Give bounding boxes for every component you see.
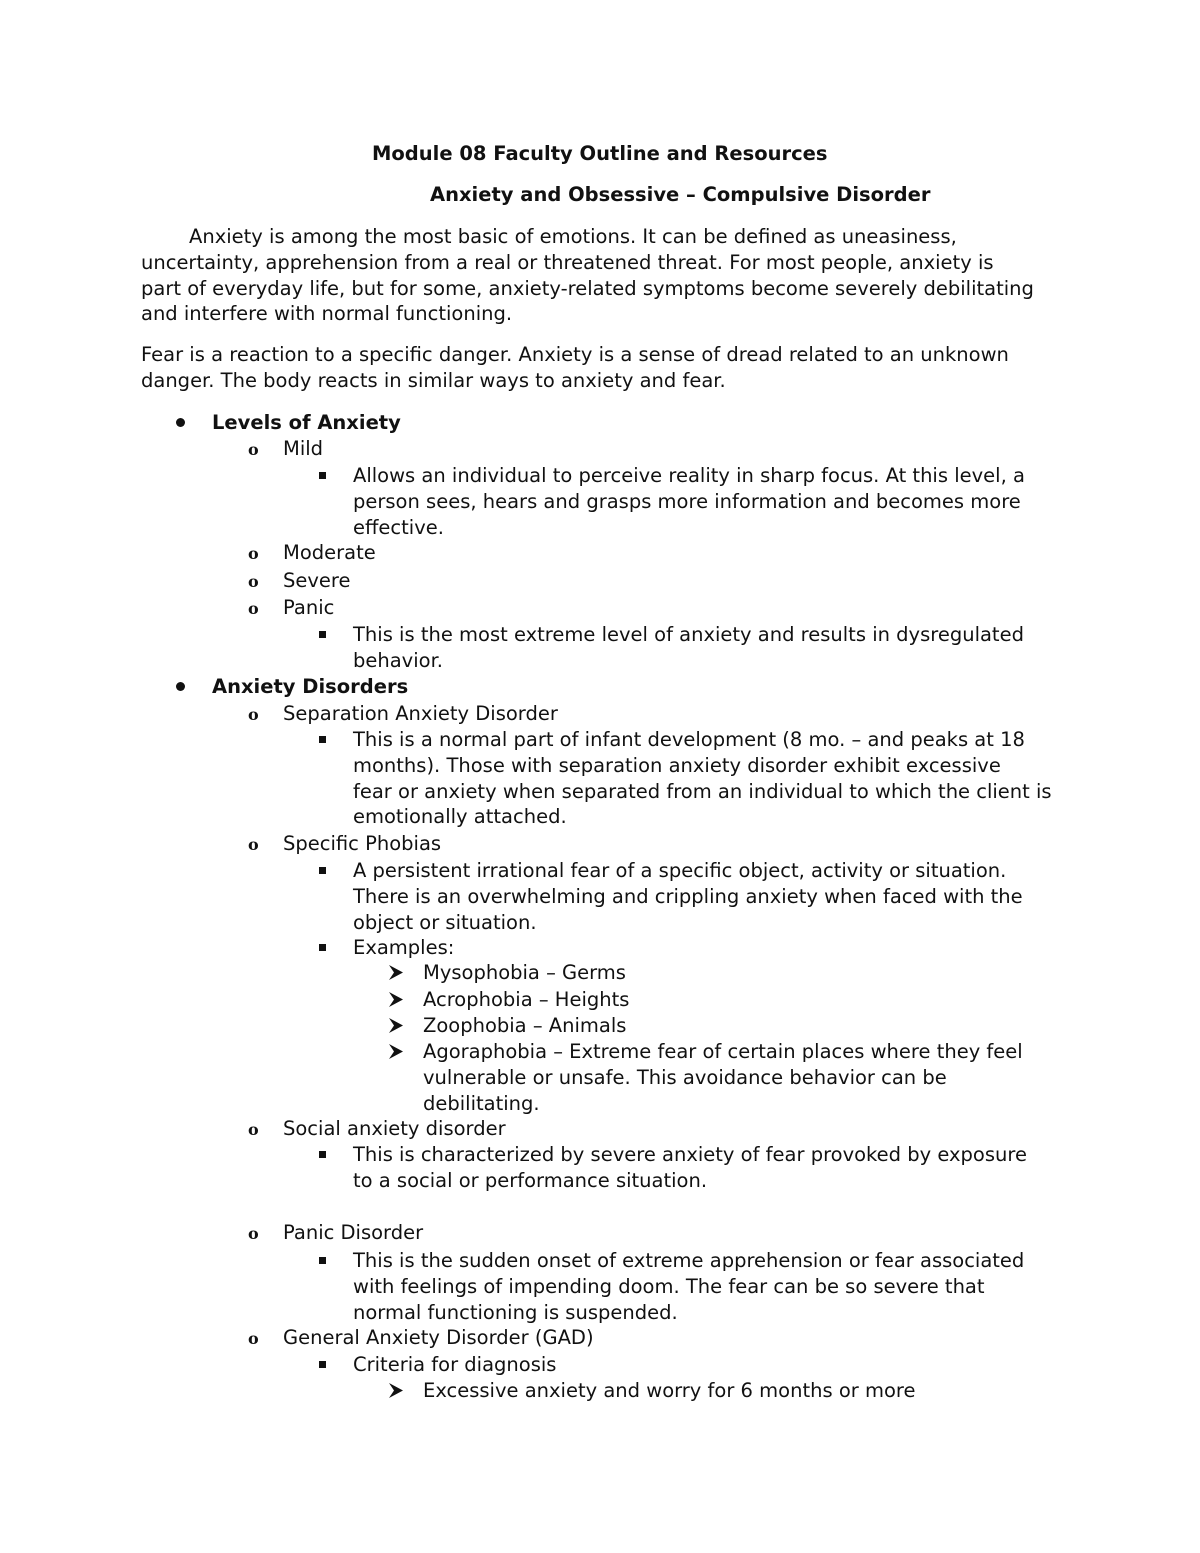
disorders-heading: Anxiety Disorders xyxy=(212,675,409,698)
social-anxiety-item: Social anxiety disorder xyxy=(283,1117,506,1140)
specific-phobias-item: Specific Phobias xyxy=(283,832,442,855)
panic-disorder-line: This is the sudden onset of extreme apprehension or fear associated xyxy=(353,1249,1025,1272)
social-detail-line: to a social or performance situation. xyxy=(353,1168,708,1192)
letter-o-bullet-icon: o xyxy=(248,572,259,591)
fear-line: Fear is a reaction to a specific danger. Anxiety is a sense of dread related to an unknown xyxy=(141,343,1009,366)
separation-detail-line: months). Those with separation anxiety disorder exhibit excessive xyxy=(353,753,1001,777)
panic-detail-line: behavior. xyxy=(353,648,443,672)
level-panic: Panic xyxy=(283,596,335,619)
separation-detail-line: fear or anxiety when separated from an individual to which the client is xyxy=(353,779,1052,803)
fear-paragraph xyxy=(141,342,1061,394)
square-bullet-icon xyxy=(319,1151,326,1158)
agoraphobia-item xyxy=(423,1039,1083,1116)
square-bullet-icon xyxy=(319,944,326,951)
gad-item: General Anxiety Disorder (GAD) xyxy=(283,1326,594,1349)
square-bullet-icon xyxy=(319,631,326,638)
panic-disorder-detail xyxy=(353,1248,1073,1325)
mild-detail-line: effective. xyxy=(353,515,444,539)
example-item: Mysophobia – Germs xyxy=(423,961,626,984)
gad-criterion: Excessive anxiety and worry for 6 months or more xyxy=(423,1379,916,1402)
intro-paragraph xyxy=(141,224,1061,327)
arrowhead-bullet-icon xyxy=(388,1382,404,1399)
letter-o-bullet-icon: o xyxy=(248,440,259,459)
phobias-detail xyxy=(353,858,1073,935)
examples-label: Examples: xyxy=(353,936,455,959)
arrowhead-bullet-icon xyxy=(388,1043,404,1060)
square-bullet-icon xyxy=(319,472,326,479)
phobias-detail-line: There is an overwhelming and crippling anxiety when faced with the xyxy=(353,884,1023,908)
letter-o-bullet-icon: o xyxy=(248,1224,259,1243)
intro-line: Anxiety is among the most basic of emotions. It can be defined as uneasiness, xyxy=(189,225,957,248)
bullet-icon xyxy=(176,682,185,691)
letter-o-bullet-icon: o xyxy=(248,544,259,563)
square-bullet-icon xyxy=(319,867,326,874)
agoraphobia-line: Agoraphobia – Extreme fear of certain places where they feel xyxy=(423,1040,1023,1063)
gad-criteria-label: Criteria for diagnosis xyxy=(353,1353,557,1376)
arrowhead-bullet-icon xyxy=(388,964,404,981)
levels-heading: Levels of Anxiety xyxy=(212,411,401,434)
example-item: Zoophobia – Animals xyxy=(423,1014,627,1037)
phobias-detail-line: object or situation. xyxy=(353,910,537,934)
letter-o-bullet-icon: o xyxy=(248,1329,259,1348)
separation-detail xyxy=(353,727,1073,830)
agoraphobia-line: debilitating. xyxy=(423,1091,540,1115)
phobias-detail-line: A persistent irrational fear of a specific object, activity or situation. xyxy=(353,859,1007,882)
panic-disorder-item: Panic Disorder xyxy=(283,1221,424,1244)
level-moderate: Moderate xyxy=(283,541,376,564)
letter-o-bullet-icon: o xyxy=(248,1120,259,1139)
intro-line: and interfere with normal functioning. xyxy=(141,302,513,326)
separation-anxiety-item: Separation Anxiety Disorder xyxy=(283,702,558,725)
intro-line: part of everyday life, but for some, anxiety-related symptoms become severely debilitating xyxy=(141,276,1034,300)
square-bullet-icon xyxy=(319,1257,326,1264)
document-title: Module 08 Faculty Outline and Resources xyxy=(372,142,828,165)
mild-detail-line: person sees, hears and grasps more information and becomes more xyxy=(353,489,1021,513)
intro-line: uncertainty, apprehension from a real or threatened threat. For most people, anxiety is xyxy=(141,250,994,274)
level-severe: Severe xyxy=(283,569,351,592)
arrowhead-bullet-icon xyxy=(388,1017,404,1034)
square-bullet-icon xyxy=(319,736,326,743)
square-bullet-icon xyxy=(319,1361,326,1368)
panic-disorder-line: normal functioning is suspended. xyxy=(353,1300,678,1324)
arrowhead-bullet-icon xyxy=(388,991,404,1008)
panic-disorder-line: with feelings of impending doom. The fear can be so severe that xyxy=(353,1274,985,1298)
panic-detail xyxy=(353,622,1073,674)
letter-o-bullet-icon: o xyxy=(248,705,259,724)
bullet-icon xyxy=(176,418,185,427)
letter-o-bullet-icon: o xyxy=(248,599,259,618)
fear-line: danger. The body reacts in similar ways to anxiety and fear. xyxy=(141,368,726,392)
social-detail xyxy=(353,1142,1073,1194)
letter-o-bullet-icon: o xyxy=(248,835,259,854)
level-mild: Mild xyxy=(283,437,324,460)
social-detail-line: This is characterized by severe anxiety of fear provoked by exposure xyxy=(353,1143,1027,1166)
agoraphobia-line: vulnerable or unsafe. This avoidance behavior can be xyxy=(423,1065,947,1089)
example-item: Acrophobia – Heights xyxy=(423,988,630,1011)
document-subtitle: Anxiety and Obsessive – Compulsive Disorder xyxy=(430,183,931,206)
mild-detail xyxy=(353,463,1073,540)
separation-detail-line: emotionally attached. xyxy=(353,805,567,829)
panic-detail-line: This is the most extreme level of anxiety and results in dysregulated xyxy=(353,623,1024,646)
mild-detail-line: Allows an individual to perceive reality in sharp focus. At this level, a xyxy=(353,464,1025,487)
separation-detail-line: This is a normal part of infant development (8 mo. – and peaks at 18 xyxy=(353,728,1025,751)
